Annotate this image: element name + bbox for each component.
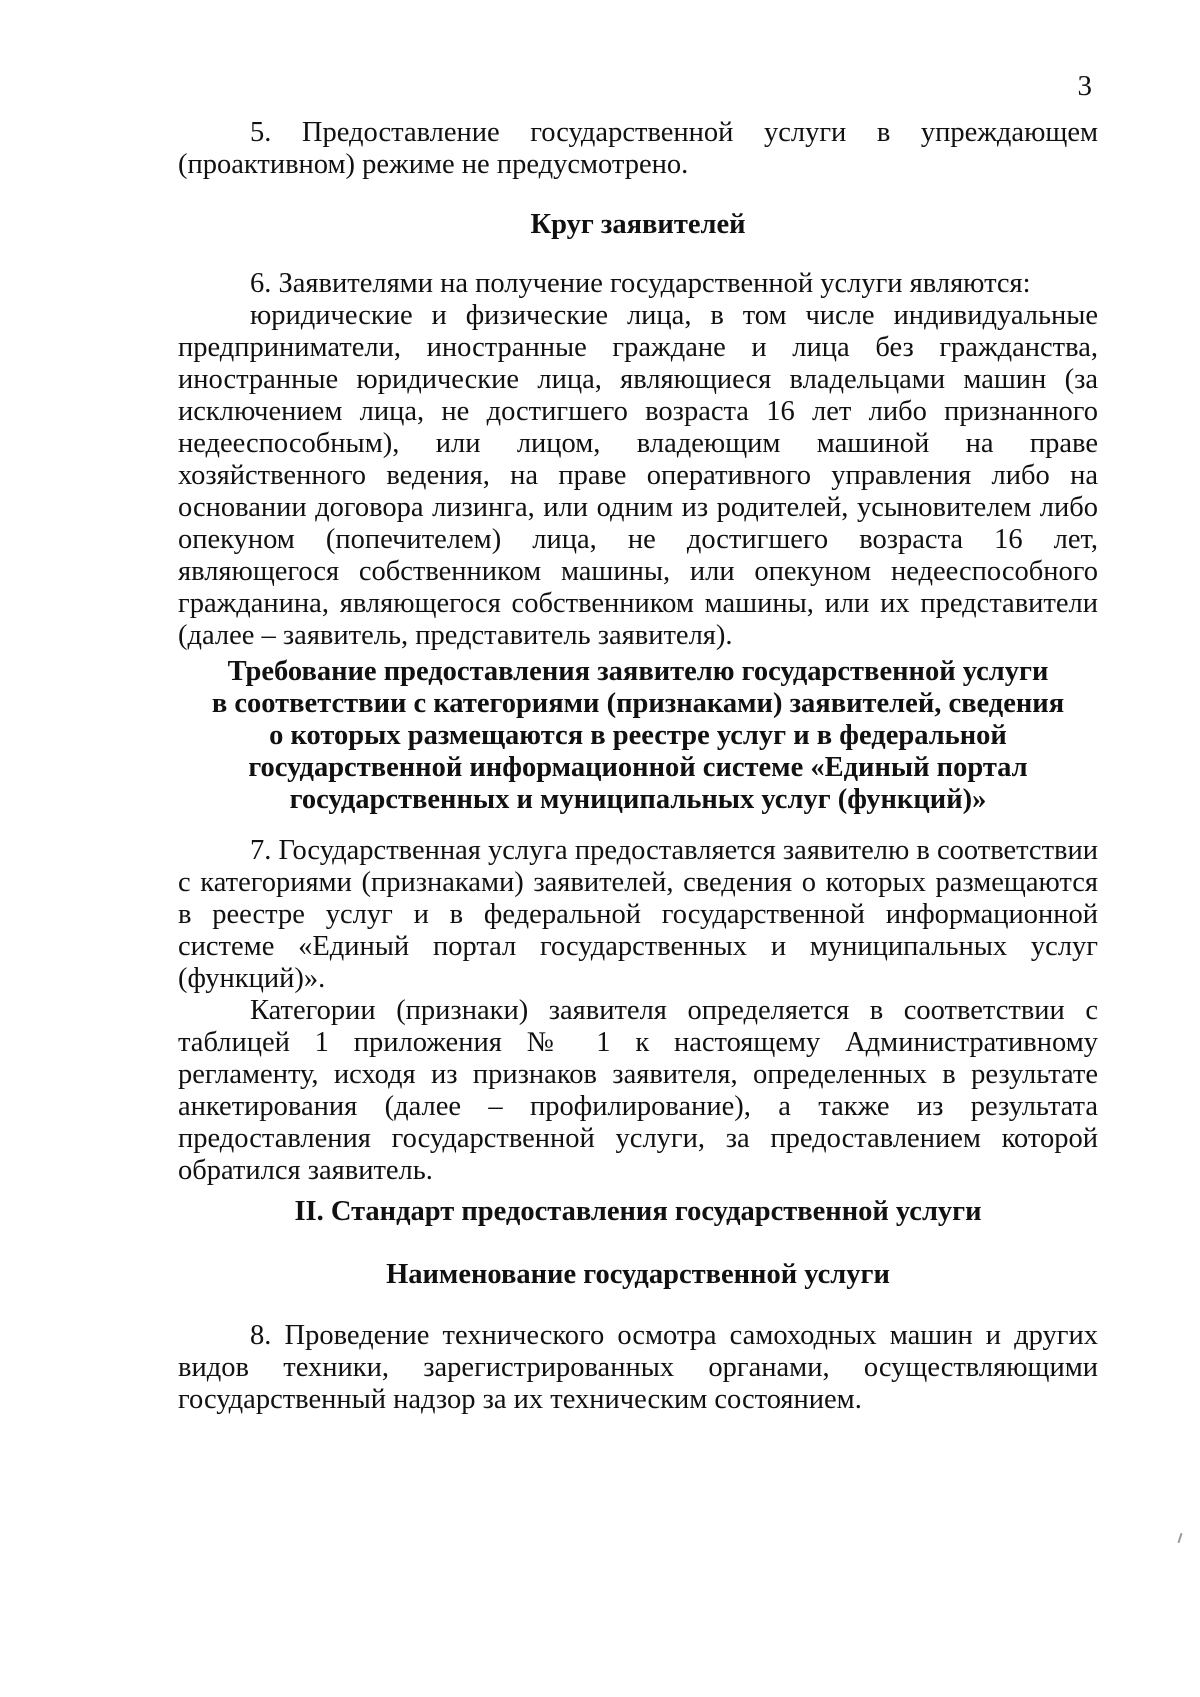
heading-requirement-line-1: Требование предоставления заявителю государственной услуги [227, 656, 1049, 687]
heading-requirement-line-4: государственной информационной системе «Единый портал [248, 752, 1028, 783]
paragraph-7 [178, 835, 1098, 1187]
paragraph-8 [178, 1320, 1098, 1416]
heading-requirement-line-2: в соответствии с категориями (признаками) заявителей, сведения [211, 688, 1065, 719]
heading-service-name-block [178, 1259, 1098, 1291]
heading-section-ii-block [178, 1196, 1098, 1228]
paragraph-5-text: 5. Предоставление государственной услуги в упреждающем (проактивном) режиме не предусмотрено. [178, 117, 1098, 180]
paragraph-6 [178, 268, 1098, 652]
paragraph-8-text: 8. Проведение технического осмотра самоходных машин и других видов техники, зарегистрированных органами, осуществляющими государственный надзор за их техническим состоянием. [178, 1320, 1098, 1415]
paragraph-7-categories: Категории (признаки) заявителя определяется в соответствии с таблицей 1 приложения № 1 к настоящему Административному регламенту, исходя из признаков заявителя, определенных в результате анкетирования (далее – профилирование), а также из результата предоставления государственной услуги, за предоставлением которой обратился заявитель. [178, 995, 1098, 1186]
heading-applicants: Круг заявителей [530, 209, 746, 240]
heading-service-name: Наименование государственной услуги [386, 1259, 890, 1290]
heading-requirement [178, 656, 1098, 816]
heading-requirement-line-3: о которых размещаются в реестре услуг и в федеральной [269, 720, 1007, 751]
paragraph-7-text: 7. Государственная услуга предоставляется заявителю в соответствии с категориями (признаками) заявителей, сведения о которых размещаются в реестре услуг и в федеральной государственной информационной системе «Единый портал государственных и муниципальных услуг (функций)». [178, 835, 1099, 994]
scan-speck [1178, 1533, 1183, 1543]
heading-requirement-block [178, 656, 1098, 816]
heading-applicants-block [178, 209, 1098, 241]
page-number: 3 [1077, 70, 1092, 102]
paragraph-6-intro: 6. Заявителями на получение государственной услуги являются: [250, 268, 1031, 299]
heading-requirement-line-5: государственных и муниципальных услуг (функций)» [289, 784, 987, 815]
paragraph-6-body: юридические и физические лица, в том числе индивидуальные предприниматели, иностранные граждане и лица без гражданства, иностранные юридические лица, являющиеся владельцами машин (за исключением лица, не достигшего возраста 16 лет либо признанного недееспособным), или лицом, владеющим машиной на праве хозяйственного ведения, на праве оперативного управления либо на основании договора лизинга, или одним из родителей, усыновителем либо опекуном (попечителем) лица, не достигшего возраста 16 лет, являющегося собственником машины, или опекуном недееспособного гражданина, являющегося собственником машины, или их представители (далее – заявитель, представитель заявителя). [178, 300, 1098, 651]
heading-section-ii: II. Стандарт предоставления государственной услуги [294, 1196, 982, 1227]
paragraph-5 [178, 117, 1098, 181]
